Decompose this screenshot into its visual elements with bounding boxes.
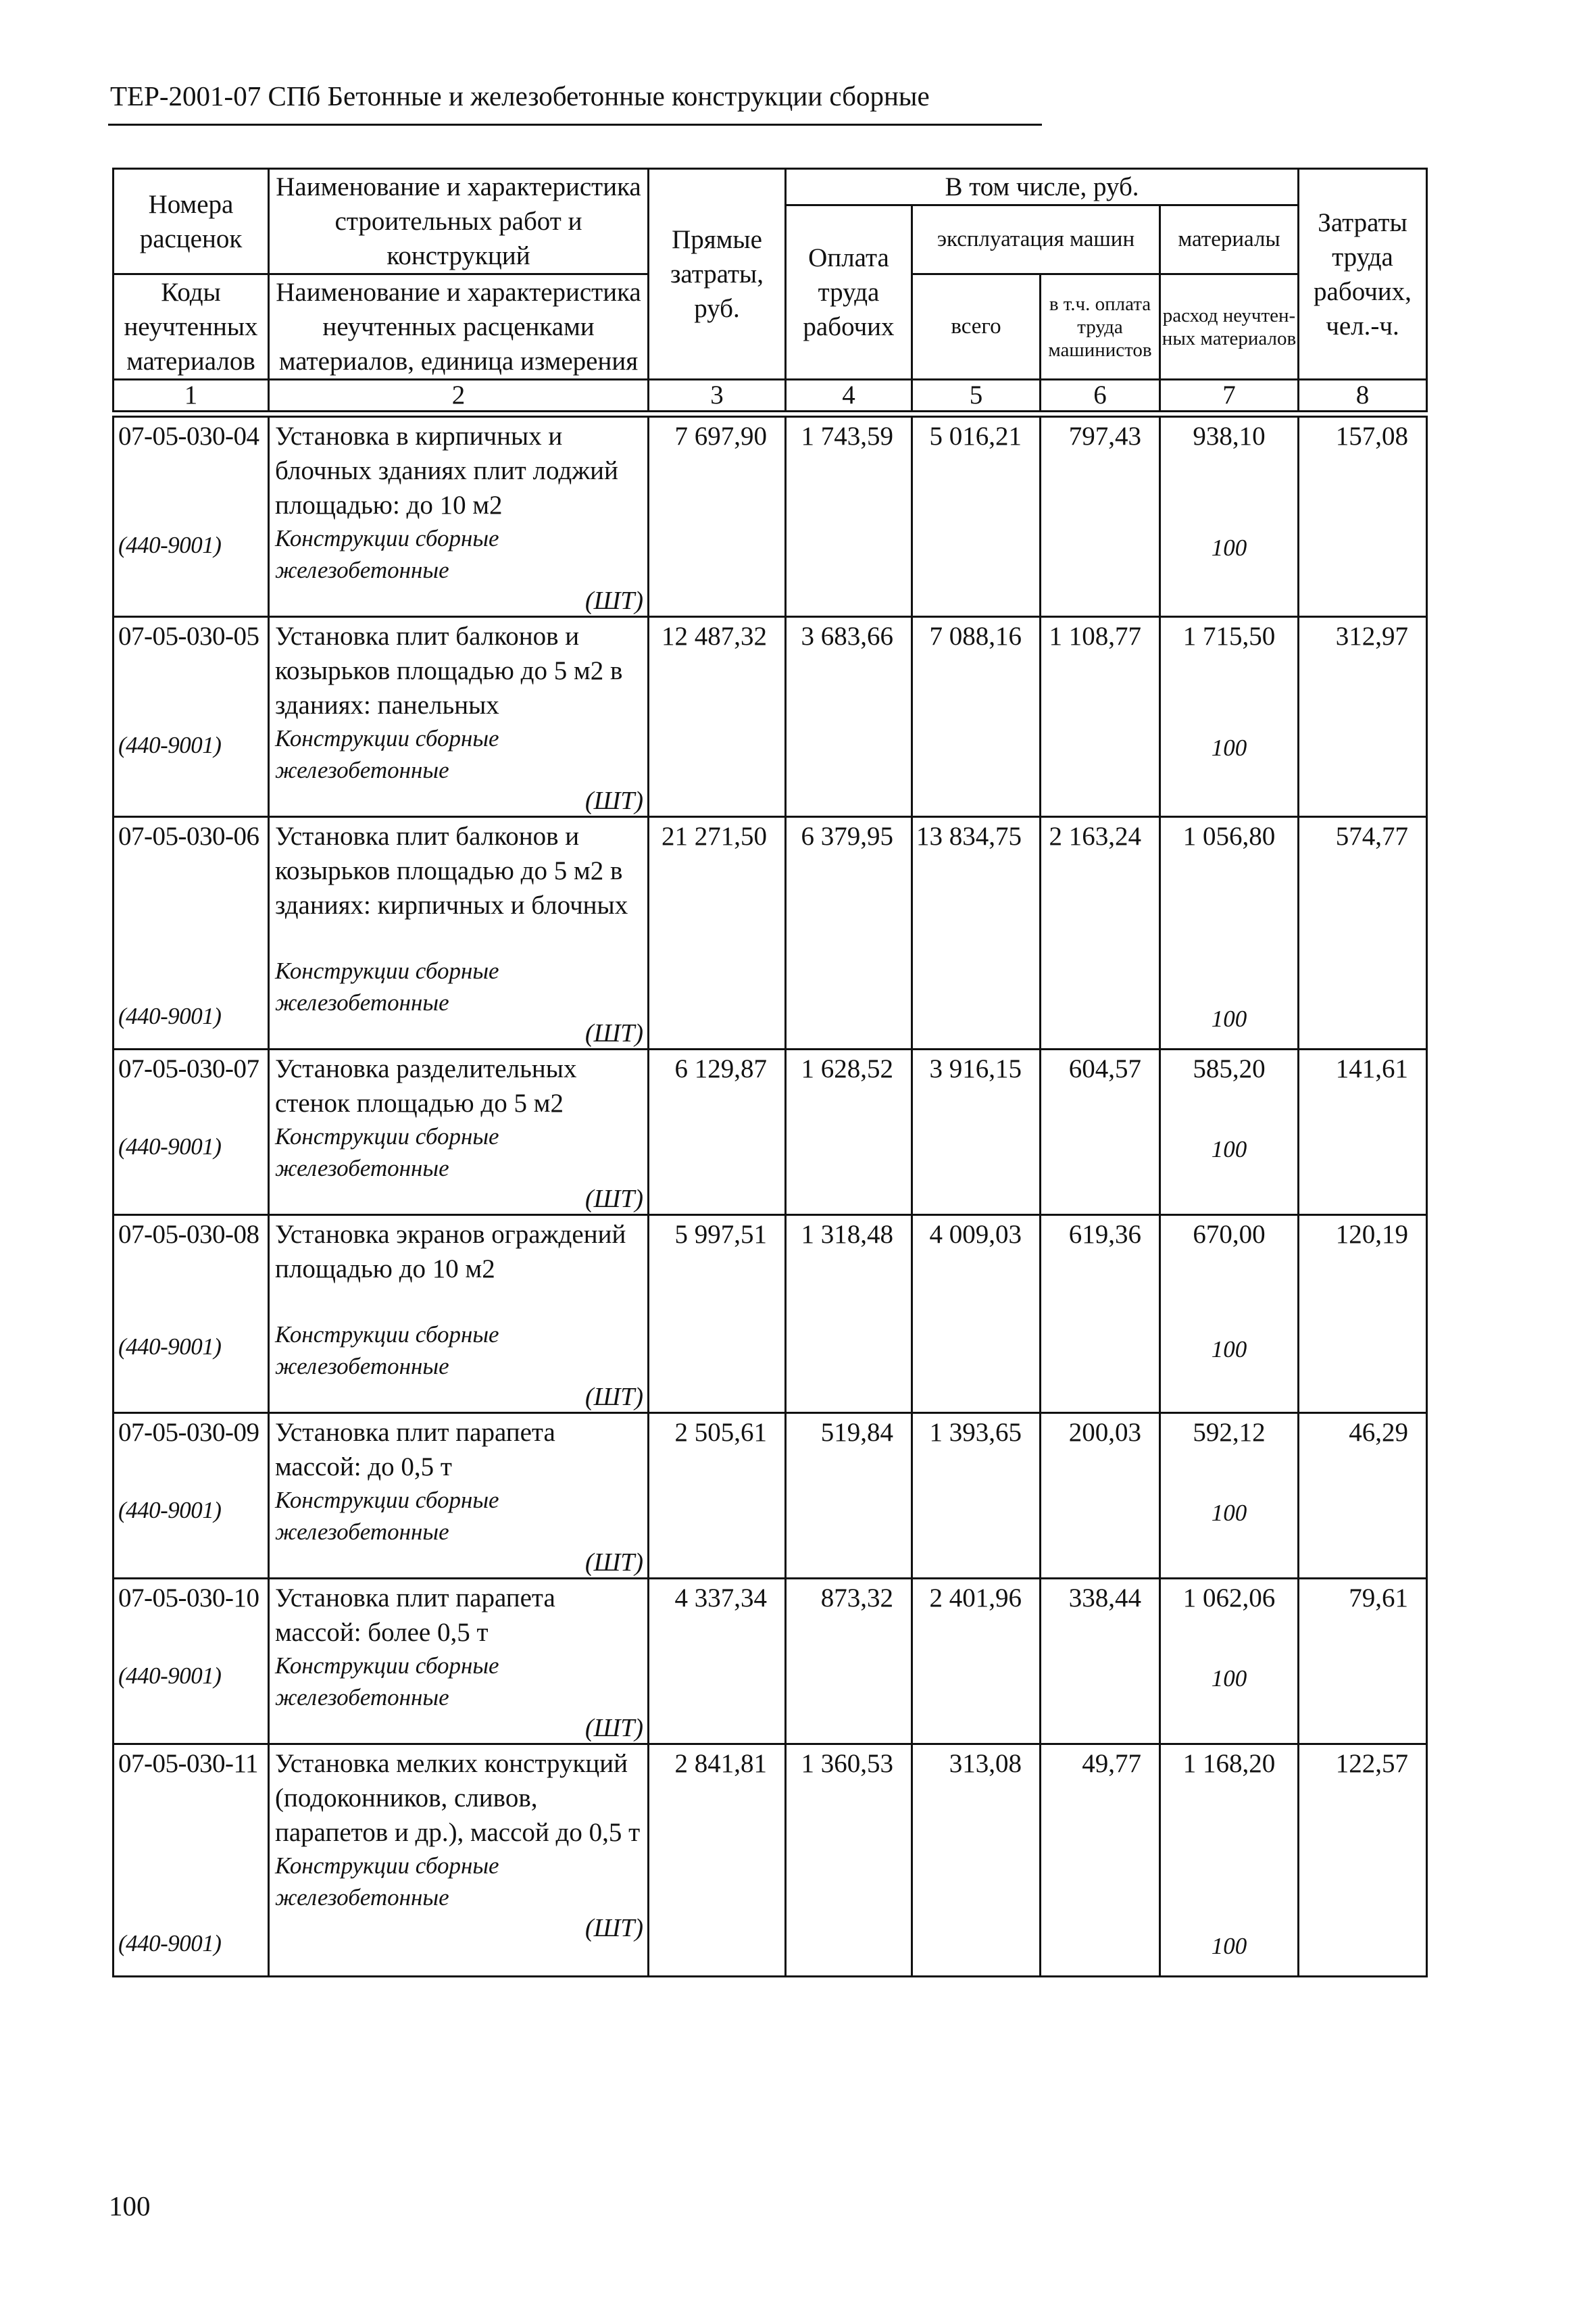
header-num: 1 xyxy=(114,380,269,412)
table-row xyxy=(114,417,1427,617)
header-num: 2 xyxy=(269,380,649,412)
value-mach-labor: 200,03 xyxy=(1041,1413,1160,1579)
header-num: 8 xyxy=(1299,380,1427,412)
value-mach-total: 2 401,96 xyxy=(912,1579,1041,1744)
material-name: Конструкции сборные железобетонные xyxy=(275,525,499,583)
value-material-qty: 100 xyxy=(1211,535,1247,561)
value-materials: 1 168,20 xyxy=(1182,1749,1276,1778)
value-labor: 1 628,52 xyxy=(786,1050,912,1215)
value-materials: 670,00 xyxy=(1193,1220,1266,1249)
rate-code-cell xyxy=(114,1579,269,1744)
work-description-cell xyxy=(269,1413,649,1579)
table-row xyxy=(114,1744,1427,1977)
value-mach-total: 4 009,03 xyxy=(912,1215,1041,1413)
unit-label: (ШТ) xyxy=(584,1383,643,1411)
value-materials: 585,20 xyxy=(1193,1054,1266,1083)
value-mach-total: 5 016,21 xyxy=(912,417,1041,617)
header-code-bottom: Коды неучтенных материалов xyxy=(114,274,269,380)
table-row xyxy=(114,817,1427,1050)
material-name: Конструкции сборные железобетонные xyxy=(275,1321,499,1379)
value-hours: 157,08 xyxy=(1299,417,1427,617)
value-direct: 6 129,87 xyxy=(649,1050,786,1215)
header-labor: Оплата труда рабочих xyxy=(786,205,912,380)
rate-code: 07-05-030-05 xyxy=(118,622,259,651)
value-hours: 79,61 xyxy=(1299,1579,1427,1744)
materials-cell xyxy=(1160,417,1299,617)
rate-code: 07-05-030-11 xyxy=(118,1749,259,1778)
work-description-cell xyxy=(269,617,649,817)
work-description: Установка экранов ограждений площадью до 10 м2 xyxy=(275,1220,626,1283)
unit-label: (ШТ) xyxy=(584,1548,643,1577)
value-mach-labor: 338,44 xyxy=(1041,1579,1160,1744)
materials-cell xyxy=(1160,1413,1299,1579)
value-hours: 574,77 xyxy=(1299,817,1427,1050)
title-rule xyxy=(108,124,1042,126)
work-description: Установка разделительных стенок площадью до 5 м2 xyxy=(275,1054,577,1118)
value-materials: 592,12 xyxy=(1193,1418,1266,1447)
material-name: Конструкции сборные железобетонные xyxy=(275,1652,499,1710)
value-materials: 938,10 xyxy=(1193,422,1266,451)
value-labor: 3 683,66 xyxy=(786,617,912,817)
material-name: Конструкции сборные железобетонные xyxy=(275,725,499,783)
work-description-cell xyxy=(269,1744,649,1977)
value-mach-labor: 2 163,24 xyxy=(1041,817,1160,1050)
work-description-cell xyxy=(269,1579,649,1744)
value-mach-total: 7 088,16 xyxy=(912,617,1041,817)
unit-label: (ШТ) xyxy=(584,1914,643,1942)
header-group: В том числе, руб. xyxy=(786,169,1299,205)
page-title: ТЕР-2001-07 СПб Бетонные и железобетонные конструкции сборные xyxy=(110,80,930,112)
value-mach-total: 313,08 xyxy=(912,1744,1041,1977)
table-row xyxy=(114,617,1427,817)
work-description-cell xyxy=(269,817,649,1050)
unit-label: (ШТ) xyxy=(584,1714,643,1742)
material-name: Конструкции сборные железобетонные xyxy=(275,1487,499,1545)
header-num: 6 xyxy=(1041,380,1160,412)
header-mach-labor: в т.ч. оплата труда машинистов xyxy=(1041,274,1160,380)
table-row xyxy=(114,1579,1427,1744)
value-labor: 1 743,59 xyxy=(786,417,912,617)
materials-cell xyxy=(1160,1579,1299,1744)
work-description-cell xyxy=(269,417,649,617)
work-description: Установка плит балконов и козырьков площадью до 5 м2 в зданиях: кирпичных и блочных xyxy=(275,822,628,920)
header-num: 7 xyxy=(1160,380,1299,412)
rate-code: 07-05-030-07 xyxy=(118,1054,259,1083)
work-description: Установка мелких конструкций (подоконников, сливов, парапетов и др.), массой до 0,5 т xyxy=(275,1749,641,1847)
material-name: Конструкции сборные железобетонные xyxy=(275,1123,499,1181)
value-labor: 519,84 xyxy=(786,1413,912,1579)
header-hours: Затраты труда рабочих, чел.-ч. xyxy=(1299,169,1427,380)
header-direct: Прямые затраты, руб. xyxy=(649,169,786,380)
header-machines: эксплуатация машин xyxy=(912,205,1160,274)
rate-code: 07-05-030-09 xyxy=(118,1418,259,1447)
value-mach-labor: 1 108,77 xyxy=(1041,617,1160,817)
page-number: 100 xyxy=(109,2190,151,2221)
table-row xyxy=(114,1050,1427,1215)
material-code: (440-9001) xyxy=(118,1663,222,1689)
header-name-top: Наименование и характеристика строительных работ и конструкций xyxy=(269,169,649,274)
value-material-qty: 100 xyxy=(1211,1136,1247,1162)
material-code: (440-9001) xyxy=(118,1930,222,1956)
value-mach-total: 3 916,15 xyxy=(912,1050,1041,1215)
unit-label: (ШТ) xyxy=(584,587,643,615)
rate-code-cell xyxy=(114,1215,269,1413)
header-num: 3 xyxy=(649,380,786,412)
rates-table xyxy=(112,416,1428,1977)
rate-code: 07-05-030-08 xyxy=(118,1220,259,1249)
value-hours: 120,19 xyxy=(1299,1215,1427,1413)
value-material-qty: 100 xyxy=(1211,1006,1247,1032)
materials-cell xyxy=(1160,617,1299,817)
work-description: Установка плит парапета массой: более 0,5 т xyxy=(275,1583,555,1647)
header-mach-total: всего xyxy=(912,274,1041,380)
work-description-cell xyxy=(269,1215,649,1413)
materials-cell xyxy=(1160,1744,1299,1977)
header-num: 4 xyxy=(786,380,912,412)
rate-code-cell xyxy=(114,417,269,617)
value-direct: 21 271,50 xyxy=(649,817,786,1050)
value-mach-labor: 49,77 xyxy=(1041,1744,1160,1977)
value-mach-total: 13 834,75 xyxy=(912,817,1041,1050)
work-description: Установка в кирпичных и блочных зданиях плит лоджий площадью: до 10 м2 xyxy=(275,422,618,520)
material-code: (440-9001) xyxy=(118,1497,222,1523)
material-code: (440-9001) xyxy=(118,532,222,558)
work-description-cell xyxy=(269,1050,649,1215)
materials-cell xyxy=(1160,1050,1299,1215)
value-labor: 6 379,95 xyxy=(786,817,912,1050)
value-material-qty: 100 xyxy=(1211,1665,1247,1692)
value-direct: 7 697,90 xyxy=(649,417,786,617)
value-mach-labor: 604,57 xyxy=(1041,1050,1160,1215)
work-description: Установка плит парапета массой: до 0,5 т xyxy=(275,1418,555,1481)
unit-label: (ШТ) xyxy=(584,1019,643,1048)
rate-code: 07-05-030-04 xyxy=(118,422,259,451)
value-direct: 2 505,61 xyxy=(649,1413,786,1579)
value-labor: 873,32 xyxy=(786,1579,912,1744)
table-row xyxy=(114,1215,1427,1413)
value-materials: 1 056,80 xyxy=(1182,822,1276,851)
unit-label: (ШТ) xyxy=(584,787,643,815)
rate-code-cell xyxy=(114,617,269,817)
material-code: (440-9001) xyxy=(118,732,222,758)
header-mat-qty: расход неучтен-ных материалов xyxy=(1160,274,1299,380)
rate-code: 07-05-030-06 xyxy=(118,822,259,851)
value-labor: 1 318,48 xyxy=(786,1215,912,1413)
unit-label: (ШТ) xyxy=(584,1185,643,1213)
value-material-qty: 100 xyxy=(1211,1336,1247,1362)
header-code-top: Номера расценок xyxy=(114,169,269,274)
table-row xyxy=(114,1413,1427,1579)
value-hours: 312,97 xyxy=(1299,617,1427,817)
header-num: 5 xyxy=(912,380,1041,412)
value-materials: 1 062,06 xyxy=(1182,1583,1276,1613)
material-name: Конструкции сборные железобетонные xyxy=(275,958,499,1016)
value-material-qty: 100 xyxy=(1211,1500,1247,1526)
materials-cell xyxy=(1160,1215,1299,1413)
value-direct: 2 841,81 xyxy=(649,1744,786,1977)
rate-code-cell xyxy=(114,817,269,1050)
material-name: Конструкции сборные железобетонные xyxy=(275,1852,499,1911)
table-header xyxy=(112,168,1428,412)
rate-code-cell xyxy=(114,1413,269,1579)
value-mach-labor: 619,36 xyxy=(1041,1215,1160,1413)
value-labor: 1 360,53 xyxy=(786,1744,912,1977)
value-mach-total: 1 393,65 xyxy=(912,1413,1041,1579)
value-material-qty: 100 xyxy=(1211,1933,1247,1959)
rate-code-cell xyxy=(114,1050,269,1215)
header-name-bottom: Наименование и характеристика неучтенных расценками материалов, единица измерения xyxy=(269,274,649,380)
material-code: (440-9001) xyxy=(118,1003,222,1029)
value-direct: 4 337,34 xyxy=(649,1579,786,1744)
value-hours: 46,29 xyxy=(1299,1413,1427,1579)
value-direct: 5 997,51 xyxy=(649,1215,786,1413)
value-direct: 12 487,32 xyxy=(649,617,786,817)
value-mach-labor: 797,43 xyxy=(1041,417,1160,617)
work-description: Установка плит балконов и козырьков площадью до 5 м2 в зданиях: панельных xyxy=(275,622,623,720)
value-hours: 141,61 xyxy=(1299,1050,1427,1215)
material-code: (440-9001) xyxy=(118,1333,222,1360)
rate-code-cell xyxy=(114,1744,269,1977)
value-material-qty: 100 xyxy=(1211,735,1247,761)
value-materials: 1 715,50 xyxy=(1182,622,1276,651)
rate-code: 07-05-030-10 xyxy=(118,1583,259,1613)
material-code: (440-9001) xyxy=(118,1133,222,1160)
value-hours: 122,57 xyxy=(1299,1744,1427,1977)
materials-cell xyxy=(1160,817,1299,1050)
header-materials: материалы xyxy=(1160,205,1299,274)
